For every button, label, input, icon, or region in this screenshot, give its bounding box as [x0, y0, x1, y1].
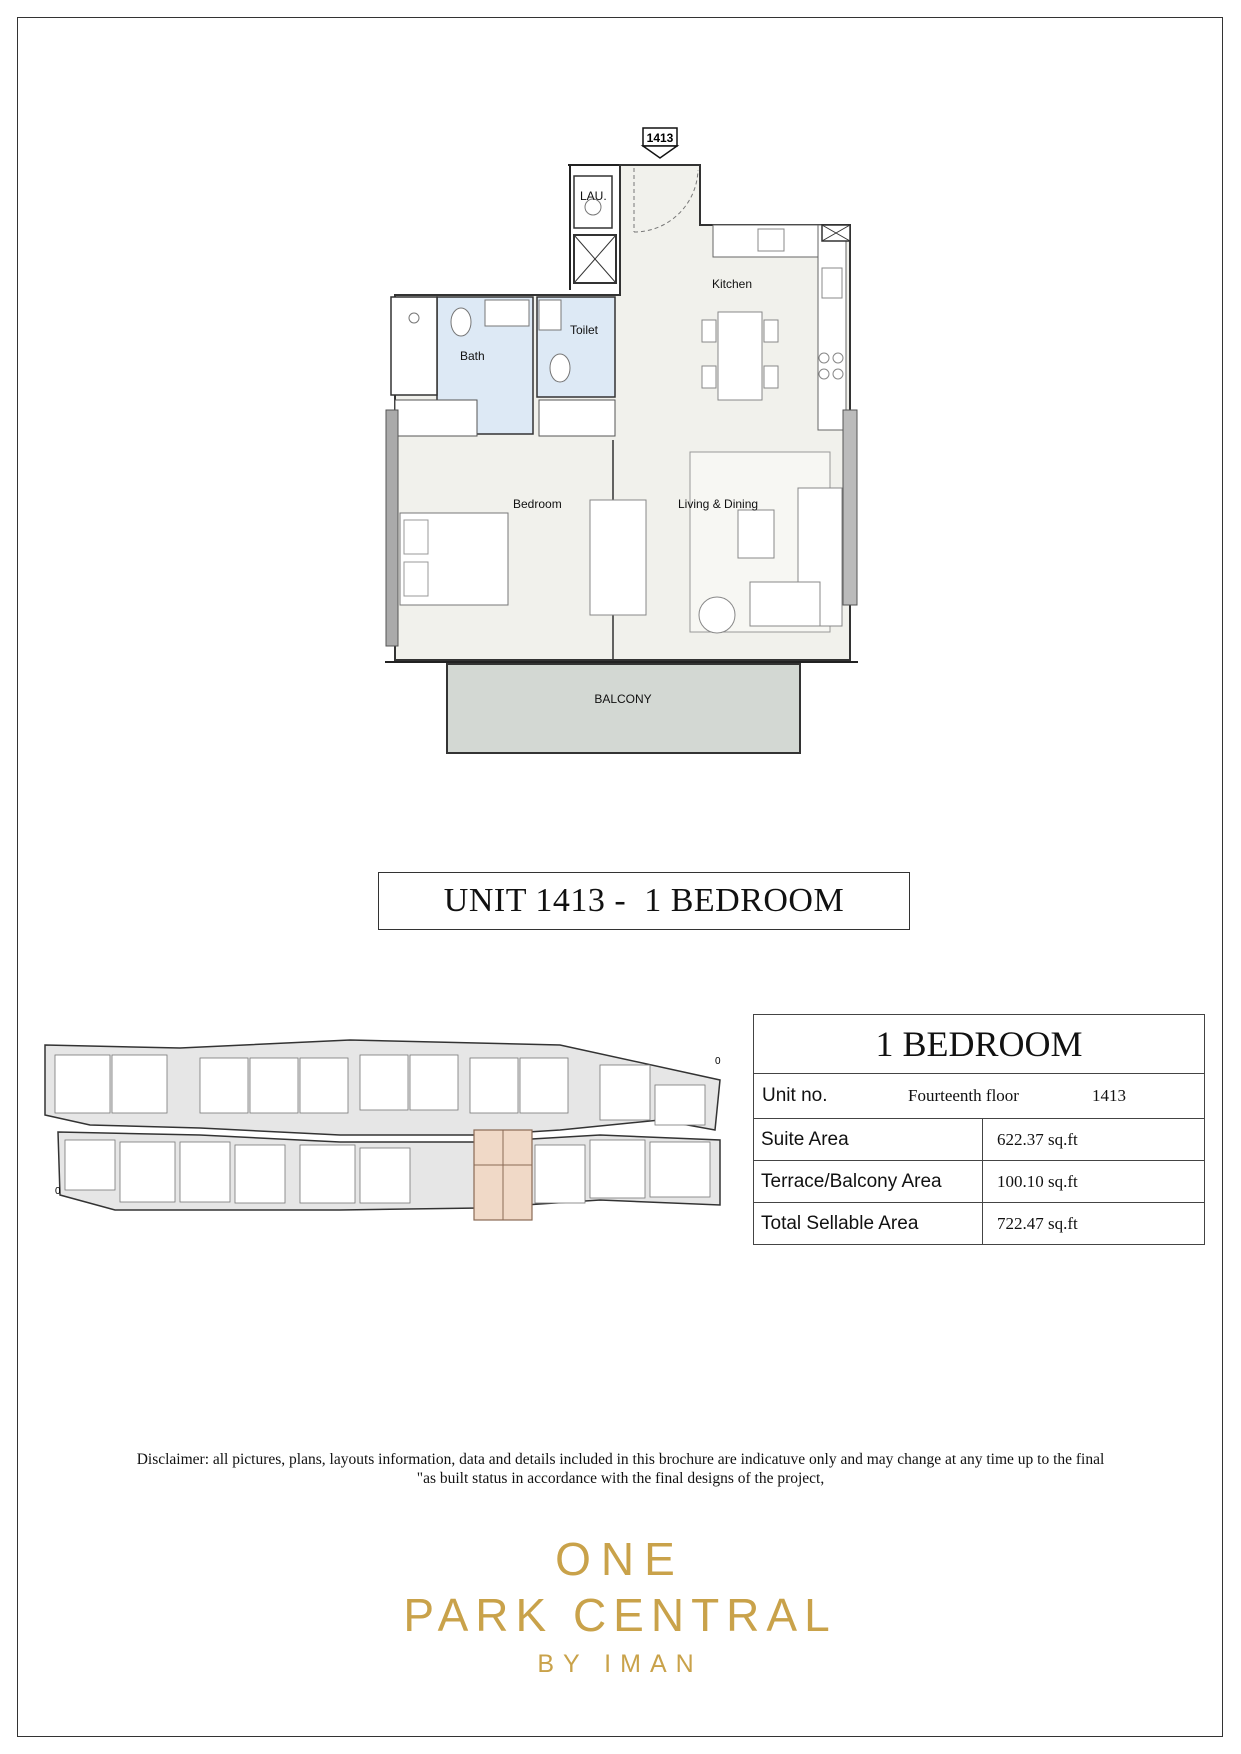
unit-title	[378, 872, 910, 930]
balcony-area-row	[754, 1161, 1205, 1203]
floor-plan	[380, 120, 860, 760]
kitchen-label: Kitchen	[712, 277, 753, 291]
key-plan-marker-left: 0	[55, 1186, 61, 1197]
disclaimer	[60, 1450, 1181, 1488]
toilet-label: Toilet	[570, 323, 599, 337]
total-area-row	[754, 1203, 1205, 1245]
unit-no-value: 1413	[1092, 1086, 1126, 1105]
balcony	[447, 664, 800, 753]
unit-tag	[643, 128, 677, 158]
unit-tag-label: 1413	[646, 131, 674, 145]
logo-line-one: ONE	[555, 1533, 685, 1585]
disclaimer-line-1: Disclaimer: all pictures, plans, layouts information, data and details included in this brochure are indicatuve only and may change at any time up to the final	[136, 1451, 1105, 1468]
unit-title-text: UNIT 1413 - 1 BEDROOM	[443, 882, 845, 919]
key-plan	[30, 1030, 730, 1225]
balcony-area-value: 100.10 sq.ft	[983, 1161, 1205, 1203]
key-plan-marker-right: 0	[715, 1056, 721, 1067]
laundry-label: LAU.	[580, 189, 607, 203]
logo-line-park-central: PARK CENTRAL	[403, 1589, 837, 1641]
floor-value: Fourteenth floor	[908, 1086, 1019, 1105]
bedroom-label: Bedroom	[513, 497, 562, 511]
unit-details-table	[753, 1014, 1205, 1245]
brand-logo	[320, 1532, 920, 1684]
suite-area-row	[754, 1119, 1205, 1161]
disclaimer-line-2: "as built status in accordance with the final designs of the project,	[416, 1470, 825, 1487]
unit-no-label: Unit no.	[762, 1085, 828, 1106]
suite-area-label: Suite Area	[754, 1119, 983, 1161]
wardrobe	[395, 400, 477, 436]
balcony-area-label: Terrace/Balcony Area	[754, 1161, 983, 1203]
suite-area-value: 622.37 sq.ft	[983, 1119, 1205, 1161]
details-heading: 1 BEDROOM	[754, 1015, 1205, 1074]
total-area-value: 722.47 sq.ft	[983, 1203, 1205, 1245]
living-dining-label: Living & Dining	[678, 497, 759, 511]
logo-line-by-iman: BY IMAN	[537, 1650, 703, 1678]
bath-label: Bath	[460, 349, 485, 363]
balcony-label: BALCONY	[594, 692, 652, 706]
dining-table	[718, 312, 762, 400]
unit-no-row	[754, 1074, 1205, 1119]
total-area-label: Total Sellable Area	[754, 1203, 983, 1245]
